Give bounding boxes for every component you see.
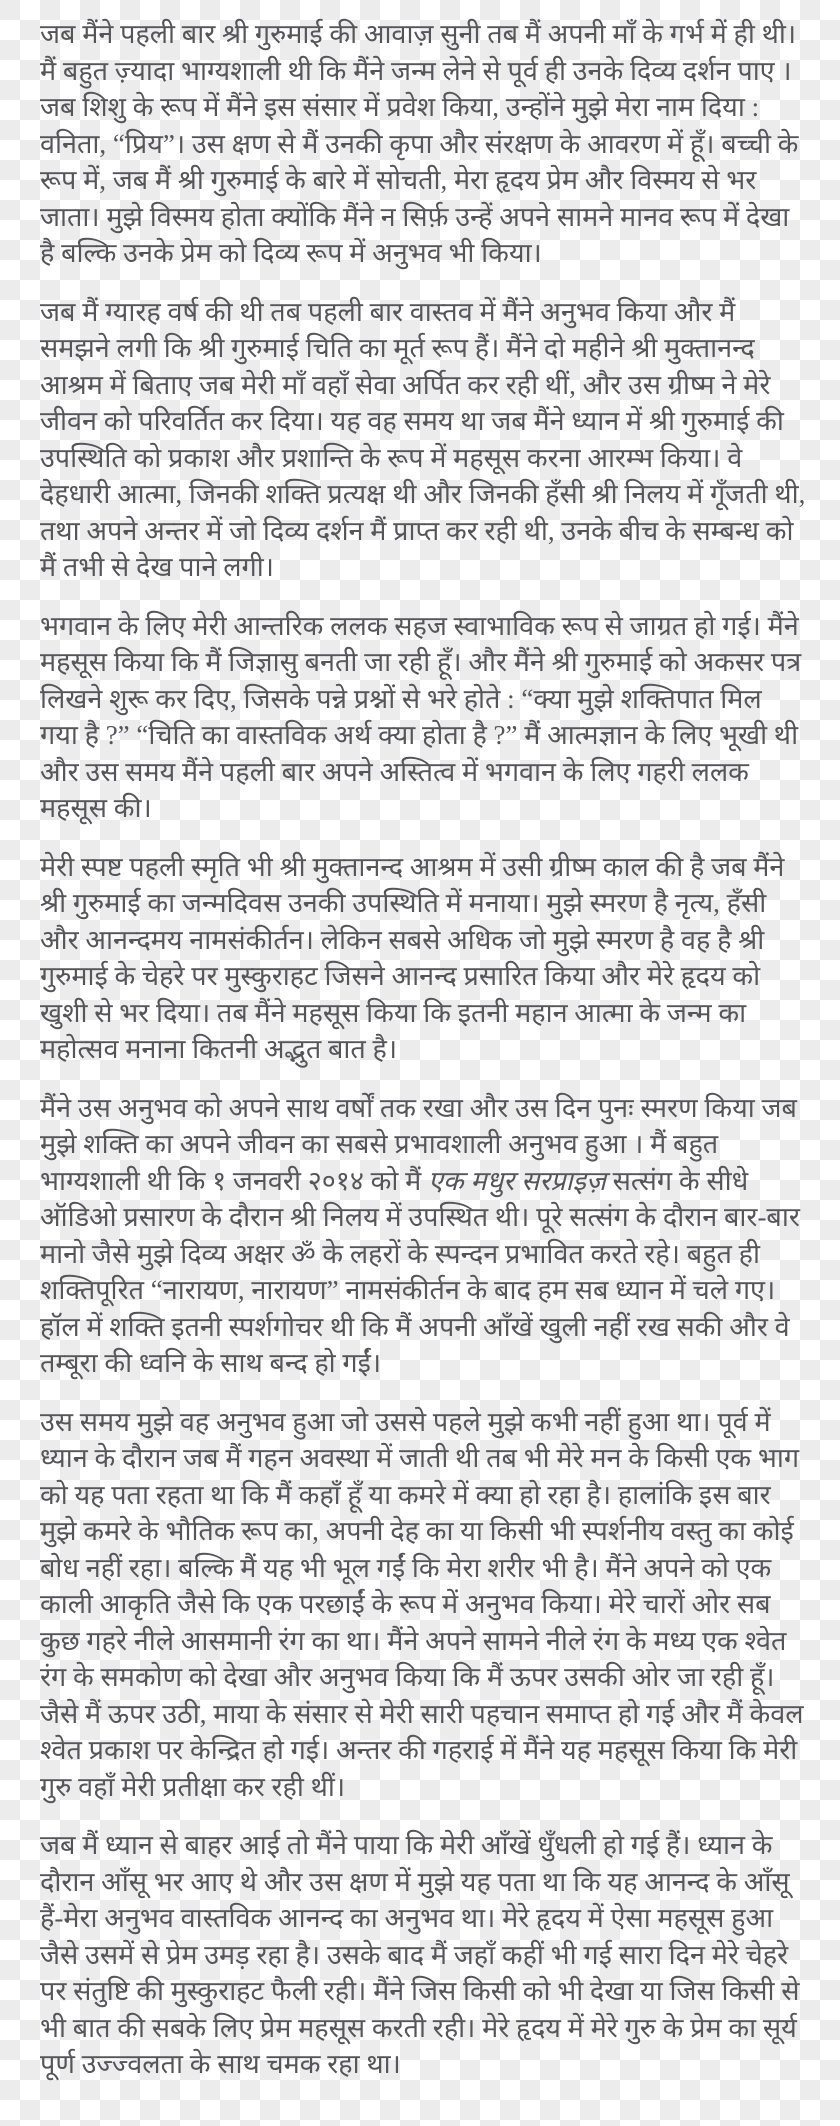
paragraph-7: जब मैं ध्यान से बाहर आई तो मैंने पाया कि मेरी आँखें धुँधली हो गई हैं। ध्यान के दौरान आँसू भर आए थे और उस क्षण में मुझे यह पता था कि यह आनन्द के आँसू हैं-मेरा अनुभव वास्तविक आनन्द का अनुभव था। मेरे हृदय में ऐसा महसूस हुआ जैसे उसमें से प्रेम उमड़ रहा है। उसके बाद मैं जहाँ कहीं भी गई सारा दिन मेरे चेहरे पर संतुष्टि की मुस्कुराहट फैली रही। मैंने जिस किसी को भी देखा या जिस किसी से भी बात की सबके लिए प्रेम महसूस करती रही। मेरे हृदय में मेरे गुरु के प्रेम का सूर्य पूर्ण उज्ज्वलता के साथ चमक रहा था। [40, 1830, 800, 2079]
paragraph-5-text: मैंने उस अनुभव को अपने साथ वर्षों तक रखा और उस दिन पुनः स्मरण किया जब मुझे शक्ति का अपने जीवन का सबसे प्रभावशाली अनुभव हुआ । मैं बहुत भाग्यशाली थी कि १ जनवरी २०१४ को मैं [40, 1092, 797, 1196]
paragraph-4: मेरी स्पष्ट पहली स्मृति भी श्री मुक्तानन्द आश्रम में उसी ग्रीष्म काल की है जब मैंने श्री गुरुमाई का जन्मदिवस उनकी उपस्थिति में मनाया। मुझे स्मरण है नृत्य, हँसी और आनन्दमय नामसंकीर्तन। लेकिन सबसे अधिक जो मुझे स्मरण है वह है श्री गुरुमाई के चेहरे पर मुस्कुराहट जिसने आनन्द प्रसारित किया और मेरे हृदय को खुशी से भर दिया। तब मैंने महसूस किया कि इतनी महान आत्मा के जन्म का महोत्सव मनाना कितनी अद्भुत बात है। [40, 851, 785, 1064]
paragraph-5-italic-phrase: एक मधुर सरप्राइज़ [428, 1165, 606, 1196]
paragraph-3: भगवान के लिए मेरी आन्तरिक ललक सहज स्वाभाविक रूप से जाग्रत हो गई। मैंने महसूस किया कि मैं जिज्ञासु बनती जा रही हूँ। और मैंने श्री गुरुमाई को अकसर पत्र लिखने शुरू कर दिए, जिसके पन्ने प्रश्नों से भरे होते : “क्या मुझे शक्तिपात मिल गया है ?” “चिति का वास्तविक अर्थ क्या होता है ?” मैं आत्मज्ञान के लिए भूखी थी और उस समय मैंने पहली बार अपने अस्तित्व में भगवान के लिए गहरी ललक महसूस की। [40, 610, 802, 823]
paragraph-2: जब मैं ग्यारह वर्ष की थी तब पहली बार वास्तव में मैंने अनुभव किया और मैं समझने लगी कि श्री गुरुमाई चिति का मूर्त रूप हैं। मैंने दो महीने श्री मुक्तानन्द आश्रम में बिताए जब मेरी माँ वहाँ सेवा अर्पित कर रही थीं, और उस ग्रीष्म ने मेरे जीवन को परिवर्तित कर दिया। यह वह समय था जब मैंने ध्यान में श्री गुरुमाई की उपस्थिति को प्रकाश और प्रशान्ति के रूप में महसूस करना आरम्भ किया। वे देहधारी आत्मा, जिनकी शक्ति प्रत्यक्ष थी और जिनकी हँसी श्री निलय में गूँजती थी, तथा अपने अन्तर में जो दिव्य दर्शन मैं प्राप्त कर रही थी, उनके बीच के सम्बन्ध को मैं तभी से देख पाने लगी। [40, 296, 806, 582]
paragraph-1: जब मैंने पहली बार श्री गुरुमाई की आवाज़ सुनी तब मैं अपनी माँ के गर्भ में ही थी। मैं बहुत ज़्यादा भाग्यशाली थी कि मैंने जन्म लेने से पूर्व ही उनके दिव्य दर्शन पाए । जब शिशु के रूप में मैंने इस संसार में प्रवेश किया, उन्होंने मुझे मेरा नाम दिया : वनिता, “प्रिय”। उस क्षण से मैं उनकी कृपा और संरक्षण के आवरण में हूँ। बच्ची के रूप में, जब मैं श्री गुरुमाई के बारे में सोचती, मेरा हृदय प्रेम और विस्मय से भर जाता। मुझे विस्मय होता क्योंकि मैंने न सिर्फ़ उन्हें अपने सामने मानव रूप में देखा है बल्कि उनके प्रेम को दिव्य रूप में अनुभव भी किया। [40, 19, 799, 268]
paragraph-5 [40, 1090, 806, 1382]
paragraph-5-text-continued: सत्संग के सीधे ऑडिओ प्रसारण के दौरान श्री निलय में उपस्थित थी। पूरे सत्संग के दौरान बार-बार मानो जैसे मुझे दिव्य अक्षर ॐ के लहरों के स्पन्दन प्रभावित करते रहे। बहुत ही शक्तिपूरित “नारायण, नारायण” नामसंकीर्तन के बाद हम सब ध्यान में चले गए। हॉल में शक्ति इतनी स्पर्शगोचर थी कि मैं अपनी आँखें खुली नहीं रख सकी और वे तम्बूरा की ध्वनि के साथ बन्द हो गईं। [40, 1165, 800, 1378]
paragraph-6: उस समय मुझे वह अनुभव हुआ जो उससे पहले मुझे कभी नहीं हुआ था। पूर्व में ध्यान के दौरान जब मैं गहन अवस्था में जाती थी तब भी मेरे मन के किसी एक भाग को यह पता रहता था कि मैं कहाँ हूँ या कमरे में क्या हो रहा है। हालांकि इस बार मुझे कमरे के भौतिक रूप का, अपनी देह का या किसी भी स्पर्शनीय वस्तु का कोई बोध नहीं रहा। बल्कि मैं यह भी भूल गईं कि मेरा शरीर भी है। मैंने अपने को एक काली आकृति जैसे कि एक परछाईं के रूप में अनुभव किया। मेरे चारों ओर सब कुछ गहरे नीले आसमानी रंग का था। मैंने अपने सामने नीले रंग के मध्य एक श्वेत रंग के समकोण को देखा और अनुभव किया कि मैं ऊपर उसकी ओर जा रही हूँ। जैसे मैं ऊपर उठी, माया के संसार से मेरी सारी पहचान समाप्त हो गई और मैं केवल श्वेत प्रकाश पर केन्द्रित हो गई। अन्तर की गहराई में मैंने यह महसूस किया कि मेरी गुरु वहाँ मेरी प्रतीक्षा कर रही थीं। [40, 1406, 804, 1802]
